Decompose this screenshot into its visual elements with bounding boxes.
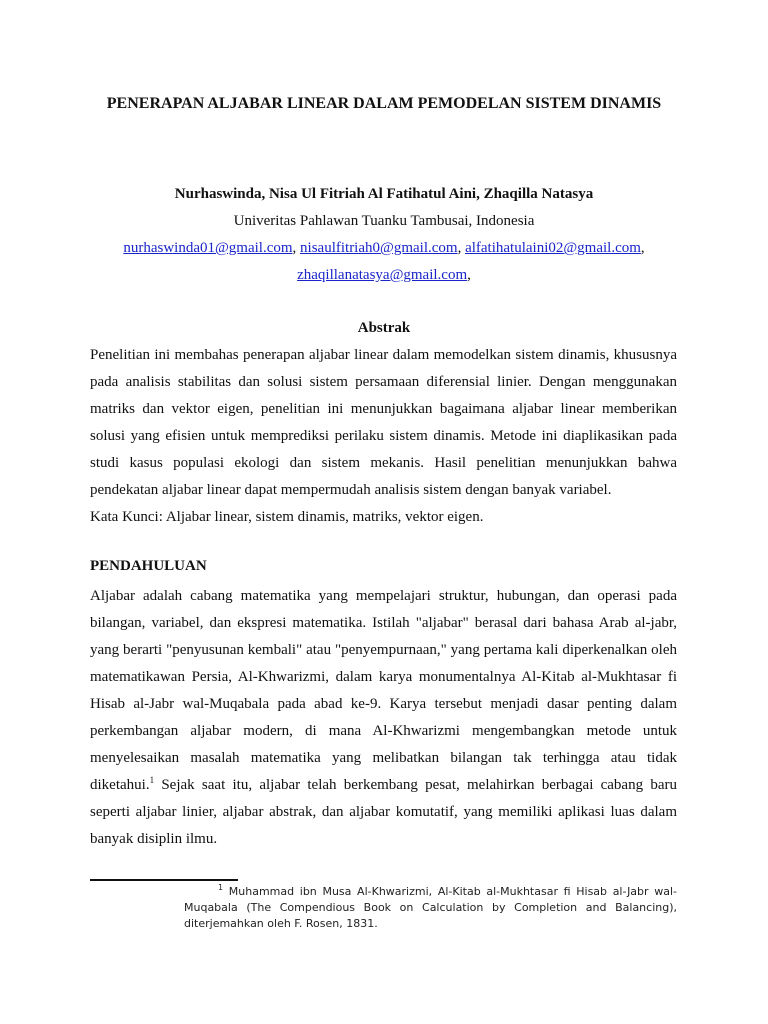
section-heading-introduction: PENDAHULUAN xyxy=(90,558,207,574)
introduction-paragraph xyxy=(90,583,677,853)
email-separator: , xyxy=(457,240,466,256)
email-link[interactable]: nisaulfitriah0@gmail.com xyxy=(300,240,458,256)
email-link[interactable]: zhaqillanatasya@gmail.com xyxy=(297,267,468,283)
abstract-heading: Abstrak xyxy=(357,320,411,336)
author-list: Nurhaswinda, Nisa Ul Fitriah Al Fatihatul Aini, Zhaqilla Natasya xyxy=(174,186,594,202)
footnote xyxy=(184,884,677,932)
footnote-number: 1 xyxy=(218,883,224,892)
footnote-separator xyxy=(90,879,238,881)
affiliation: Univeritas Pahlawan Tuanku Tambusai, Indonesia xyxy=(233,213,535,229)
email-separator: , xyxy=(467,267,471,283)
introduction-text: Aljabar adalah cabang matematika yang mempelajari struktur, hubungan, dan operasi pada bilangan, variabel, dan ekspresi matematika. Istilah "aljabar" berasal dari bahasa Arab al-jabr, yang berarti "penyusunan kembali" atau "penyempurnaan," yang pertama kali diperkenalkan oleh matematikawan Persia, Al-Khwarizmi, dalam karya monumentalnya Al-Kitab al-Mukhtasar fi Hisab al-Jabr wal-Muqabala pada abad ke-9. Karya tersebut menjadi dasar penting dalam perkembangan aljabar modern, di mana Al-Khwarizmi mengembangkan metode untuk menyelesaikan masalah matematika yang melibatkan bilangan tak terhingga atau tidak diketahui. xyxy=(90,588,677,793)
email-separator: , xyxy=(640,240,645,256)
email-line-2 xyxy=(90,267,678,284)
paper-title: PENERAPAN ALJABAR LINEAR DALAM PEMODELAN SISTEM DINAMIS xyxy=(106,95,662,112)
keywords: Kata Kunci: Aljabar linear, sistem dinamis, matriks, vektor eigen. xyxy=(90,509,484,525)
footnote-reference[interactable]: 1 xyxy=(149,775,155,785)
introduction-text-continued: Sejak saat itu, aljabar telah berkembang pesat, melahirkan berbagai cabang baru seperti aljabar linier, aljabar abstrak, dan aljabar komutatif, yang memiliki aplikasi luas dalam banyak disiplin ilmu. xyxy=(90,777,677,847)
email-link[interactable]: nurhaswinda01@gmail.com xyxy=(123,240,293,256)
email-separator: , xyxy=(292,240,301,256)
footnote-text: Muhammad ibn Musa Al-Khwarizmi, Al-Kitab al-Mukhtasar fi Hisab al-Jabr wal-Muqabala (The Compendious Book on Calculation by Completion and Balancing), diterjemahkan oleh F. Rosen, 1831. xyxy=(184,885,677,930)
abstract-text: Penelitian ini membahas penerapan aljabar linear dalam memodelkan sistem dinamis, khususnya pada analisis stabilitas dan solusi sistem persamaan diferensial linier. Dengan menggunakan matriks dan vektor eigen, penelitian ini menunjukkan bagaimana aljabar linear memberikan solusi yang efisien untuk memprediksi perilaku sistem dinamis. Metode ini diaplikasikan pada studi kasus populasi ekologi dan sistem mekanis. Hasil penelitian menunjukkan bahwa pendekatan aljabar linear dapat mempermudah analisis sistem dengan banyak variabel. xyxy=(90,347,677,498)
email-link[interactable]: alfatihatulaini02@gmail.com xyxy=(465,240,641,256)
email-line-1 xyxy=(90,240,678,257)
